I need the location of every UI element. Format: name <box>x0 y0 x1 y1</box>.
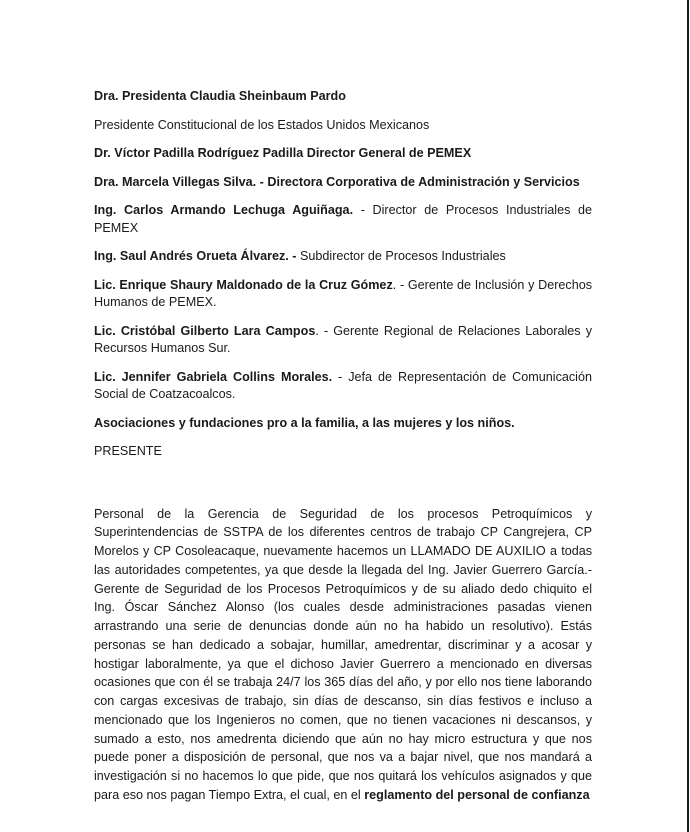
addressee-role: - Director de Procesos Industriales de PEMEX <box>94 203 593 235</box>
addressee-role: . - Gerente Regional de Relaciones Laborales y Recursos Humanos Sur. <box>94 323 592 355</box>
addressee-role: Presidente Constitucional de los Estados Unidos Mexicanos <box>94 117 430 132</box>
letter-content <box>94 88 592 805</box>
addressee-name: Asociaciones y fundaciones pro a la familia, a las mujeres y los niños. <box>94 415 515 430</box>
addressee-presidenta-title <box>94 117 592 135</box>
addressee-asociaciones <box>94 415 592 433</box>
addressee-name: Dra. Marcela Villegas Silva. - Directora Corporativa de Administración y Servicios <box>94 174 580 189</box>
spacer <box>94 461 592 505</box>
addressee-name: Lic. Enrique Shaury Maldonado de la Cruz Gómez <box>94 277 393 292</box>
addressee-role: - Jefa de Representación de Comunicación Social de Coatzacoalcos. <box>94 369 592 401</box>
addressee-gerente-regional <box>94 323 592 358</box>
addressee-jefa-comunicacion <box>94 369 592 404</box>
addressee-name: Ing. Carlos Armando Lechuga Aguiñaga. <box>94 203 354 217</box>
addressee-role: . - Gerente de Inclusión y Derechos Humanos de PEMEX. <box>94 277 592 309</box>
salutation: PRESENTE <box>94 444 162 458</box>
addressee-subdirector <box>94 248 592 266</box>
addressee-directora-corporativa <box>94 174 592 192</box>
addressee-name: Dr. Víctor Padilla Rodríguez Padilla Director General de PEMEX <box>94 146 472 160</box>
addressee-name: Ing. Saul Andrés Orueta Álvarez. - <box>94 249 297 263</box>
addressee-name: Dra. Presidenta Claudia Sheinbaum Pardo <box>94 89 346 103</box>
addressee-director-procesos <box>94 202 592 237</box>
addressee-gerente-inclusion <box>94 277 592 312</box>
addressee-director-general <box>94 145 592 163</box>
addressee-name: Lic. Jennifer Gabriela Collins Morales. <box>94 369 333 384</box>
addressee-name: Lic. Cristóbal Gilberto Lara Campos <box>94 323 316 338</box>
body-paragraph <box>94 505 592 805</box>
body-bold-tail: reglamento del personal de confianza <box>364 787 590 802</box>
addressee-role: Subdirector de Procesos Industriales <box>296 249 506 263</box>
body-text: Personal de la Gerencia de Seguridad de los procesos Petroquímicos y Superintendencias de SSTPA de los diferentes centros de trabajo CP Cangrejera, CP Morelos y CP Cosoleacaque, nuevamente hacemos un LLAMADO DE AUXILIO a todas las autoridades competentes, ya que desde la llegada del Ing. Javier Guerrero García.- Gerente de Seguridad de los Procesos Petroquímicos y de su aliado dedo chiquito el Ing. Óscar Sánchez Alonso (los cuales desde administraciones pasadas vienen arrastrando una serie de denuncias donde aún no ha habido un resolutivo). Estás personas se han dedicado a sobajar, humillar, amedrentar, discriminar y a acosar y hostigar laboralmente, ya que el dichoso Javier Guerrero a mencionado en diversas ocasiones que con él se trabaja 24/7 los 365 días del año, y por ello nos tiene laborando con cargas excesivas de trabajo, sin días de descanso, sin días festivos e incluso a mencionado que los Ingenieros no comen, que no tienen vacaciones ni descansos, y sumado a esto, nos amedrenta diciendo que aún no hay micro estructura y que nos puede poner a disposición de personal, que nos va a bajar nivel, que nos mandará a investigación si no hacemos lo que pide, que nos quitará los vehículos asignados y que para eso nos pagan Tiempo Extra, el cual, en el <box>94 506 592 802</box>
addressee-presidenta <box>94 88 592 106</box>
